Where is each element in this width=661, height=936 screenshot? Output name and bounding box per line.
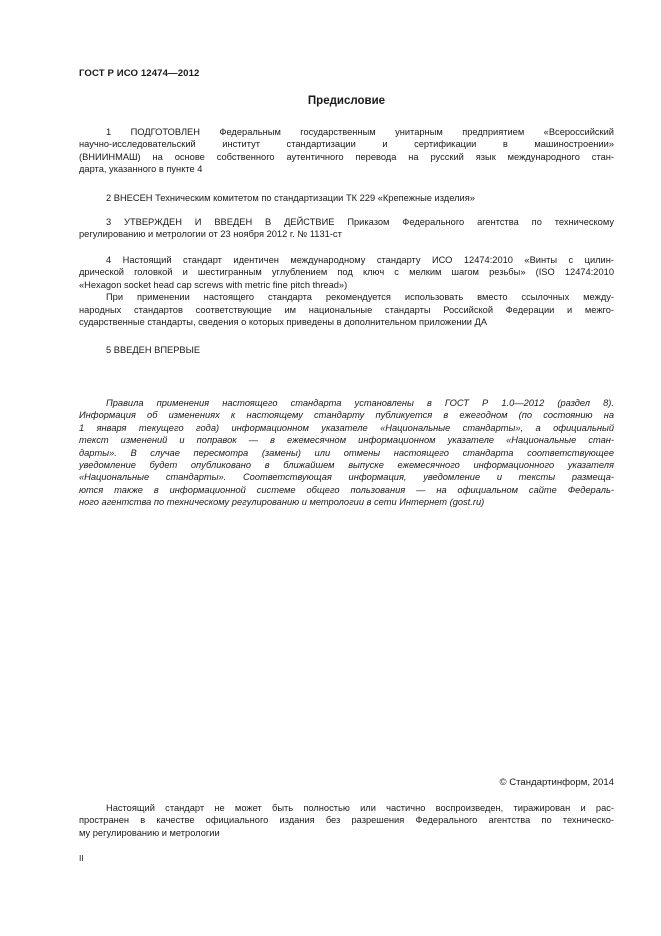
rules-note-line: Информация об изменениях к настоящему стандарту публикуется в ежегодном (по состоянию на: [79, 410, 614, 421]
document-header: ГОСТ Р ИСО 12474—2012: [79, 68, 200, 79]
rules-note-line: «Национальные стандарты». Соответствующая информация, уведомление и тексты размеща-: [79, 472, 614, 483]
item-1-line: дарта, указанного в пункте 4: [79, 164, 203, 175]
item-2-line: 2 ВНЕСЕН Техническим комитетом по стандартизации ТК 229 «Крепежные изделия»: [106, 193, 475, 203]
item-3: [79, 216, 614, 241]
item-2: [79, 192, 614, 204]
item-5: [79, 344, 614, 356]
reproduction-note-line: Настоящий стандарт не может быть полностью или частично воспроизведен, тиражирован и рас-: [106, 803, 614, 813]
item-1: [79, 126, 614, 176]
reproduction-note: [79, 802, 614, 839]
reproduction-note-line: му регулированию и метрологии: [79, 827, 220, 838]
item-4b-line: При применении настоящего стандарта рекомендуется использовать вместо ссылочных между-: [106, 292, 614, 303]
page-title: Предисловие: [307, 95, 386, 107]
item-4-line: 4 Настоящий стандарт идентичен международному стандарту ИСО 12474:2010 «Винты с цилин-: [106, 255, 614, 265]
copyright: © Стандартинформ, 2014: [499, 777, 614, 788]
item-3-line: регулированию и метрологии от 23 ноября 2012 г. № 1131-ст: [79, 229, 342, 240]
item-4-line: «Hexagon socket head cap screws with metric fine pitch thread»): [79, 279, 348, 290]
rules-note-line: ются также в информационной системе общего пользования — на официальном сайте Федераль-: [79, 484, 614, 495]
rules-note-line: дарты». В случае пересмотра (замены) или отмены настоящего стандарта соответствующее: [79, 447, 614, 458]
rules-note-line: Правила применения настоящего стандарта установлены в ГОСТ Р 1.0—2012 (раздел 8).: [106, 398, 614, 408]
reproduction-note-line: пространен в качестве официального издания без разрешения Федерального агентства по техническо-: [79, 815, 614, 826]
item-1-line: научно-исследовательский институт стандартизации и сертификации в машиностроении»: [79, 139, 614, 150]
rules-note-line: текст изменений и поправок — в ежемесячном информационном указателе «Национальные стан-: [79, 435, 614, 446]
item-5-line: 5 ВВЕДЕН ВПЕРВЫЕ: [106, 345, 201, 355]
rules-note-line: 1 января текущего года) информационном указателе «Национальные стандарты», а официальный: [79, 422, 614, 433]
rules-note-line: уведомление будет опубликовано в ближайшем выпуске ежемесячного информационного указателя: [79, 460, 614, 471]
item-4b-line: сударственные стандарты, сведения о которых приведены в дополнительном приложении ДА: [79, 317, 488, 328]
item-4: [79, 254, 614, 328]
item-1-line: (ВНИИНМАШ) на основе собственного аутентичного перевода на русский язык международного стан-: [79, 151, 614, 162]
item-1-line: 1 ПОДГОТОВЛЕН Федеральным государственным унитарным предприятием «Всероссийский: [106, 127, 614, 137]
item-3-line: 3 УТВЕРЖДЕН И ВВЕДЕН В ДЕЙСТВИЕ Приказом Федерального агентства по техническому: [106, 217, 614, 227]
rules-note-line: ного агентства по техническому регулированию и метрологии в сети Интернет (gost.ru): [79, 497, 485, 508]
page-number: II: [79, 853, 84, 863]
item-4-line: дрической головкой и шестигранным углублением под ключ с мелким шагом резьбы» (ISO 12474:2010: [79, 267, 614, 278]
item-4b-line: народных стандартов соответствующие им национальные стандарты Российской Федерации и межго-: [79, 304, 614, 315]
rules-note: [79, 397, 614, 509]
